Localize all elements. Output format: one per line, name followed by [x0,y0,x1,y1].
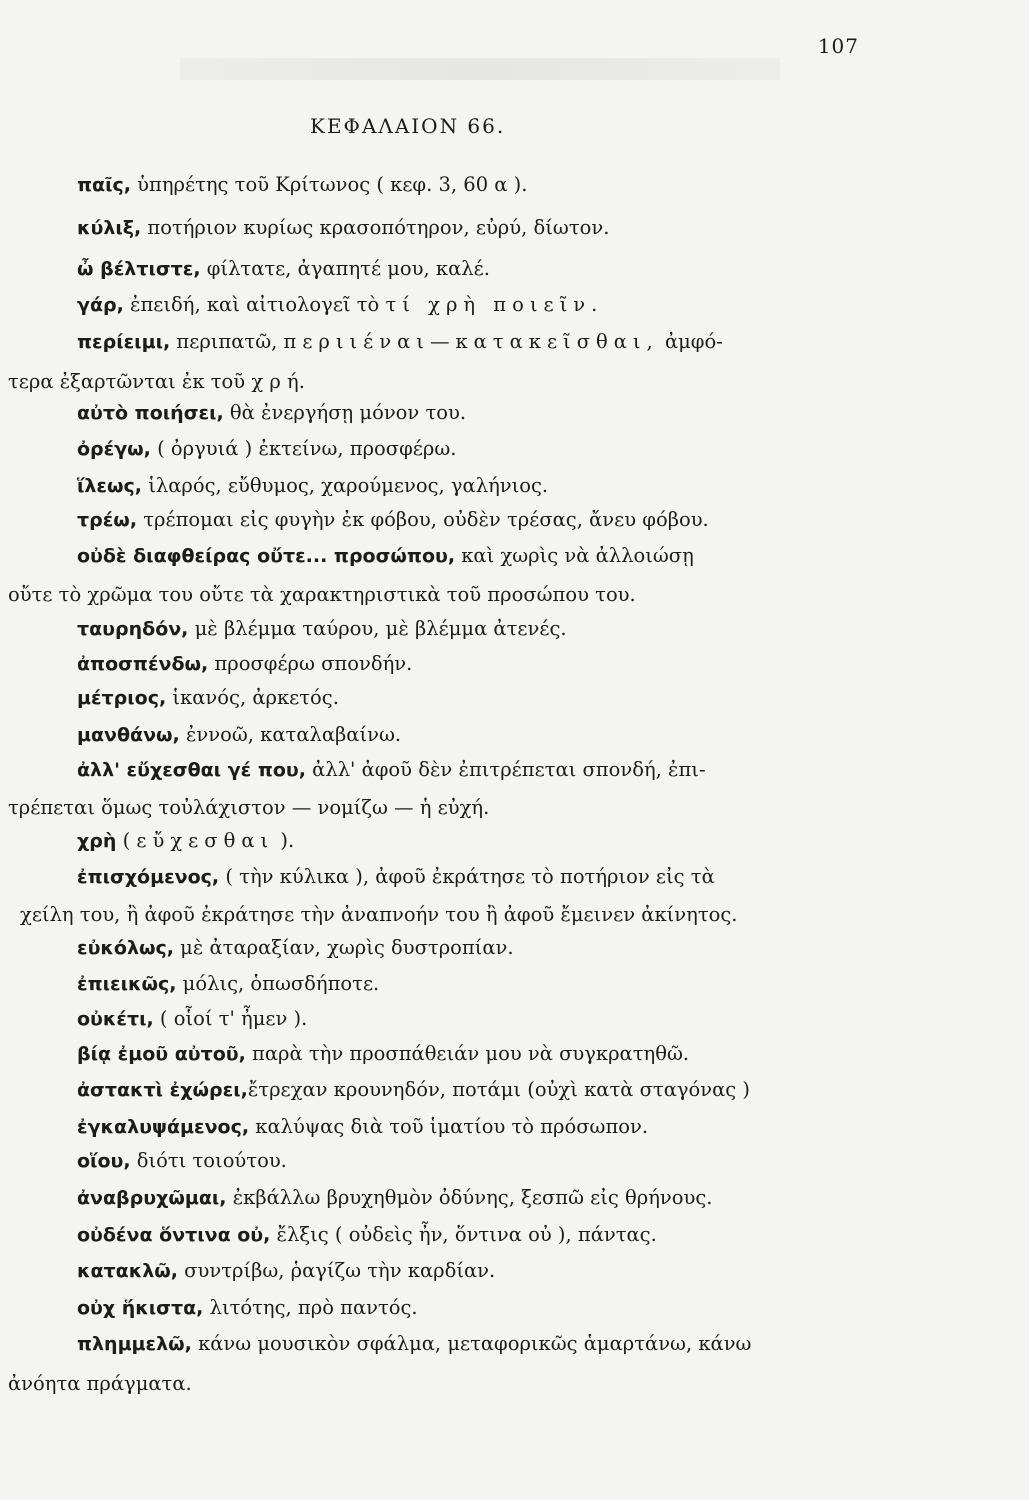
glossary-entry [77,1080,750,1100]
entry-definition: προσφέρω σπονδήν. [208,652,413,675]
entry-definition: ἐκβάλλω βρυχηθμὸν ὀδύνης, ξεσπῶ εἰς θρήνους. [226,1186,713,1209]
entry-headword: οὐδὲ διαφθείρας οὔτε... προσώπου, [77,545,456,567]
entry-definition: ποτήριον κυρίως κρασοπότηρον, εὐρύ, δίωτον. [141,216,610,239]
entry-headword: κύλιξ, [77,217,142,239]
entry-headword: κατακλῶ, [77,1260,178,1282]
glossary-entry [77,1298,418,1318]
entry-definition: λιτότης, πρὸ παντός. [203,1296,418,1319]
glossary-entry [77,831,294,851]
entry-definition: μὲ ἀταραξίαν, χωρὶς δυστροπίαν. [173,936,514,959]
glossary-entry [77,295,603,315]
entry-definition-tail: ἀμφό- [658,330,723,353]
entry-headword: ἵλεως, [77,475,142,497]
entry-continuation [20,903,737,926]
entry-definition: ἱκανός, ἀρκετός. [166,686,339,709]
entry-definition: ( ὀργυιά ) ἐκτείνω, προσφέρω. [150,437,457,460]
glossary-entry [77,1151,287,1171]
entry-headword: τρέω, [77,509,138,531]
entry-definition: ( τὴν κύλικα ), ἀφοῦ ἐκράτησε τὸ ποτήριον εἰς τὰ [219,865,715,888]
entry-headword: μέτριος, [77,687,167,709]
entry-definition: φίλτατε, ἀγαπητέ μου, καλέ. [200,257,490,280]
entry-headword: εὐκόλως, [77,937,174,959]
entry-headword: περίειμι, [77,331,171,353]
entry-headword: ἀλλ' εὔχεσθαι γέ που, [77,759,306,781]
entry-headword: ἀναβρυχῶμαι, [77,1187,227,1209]
entry-headword: ἀποσπένδω, [77,653,209,675]
glossary-entry [77,1044,689,1064]
entry-headword: αὐτὸ ποιήσει, [77,402,224,424]
page-number: 107 [817,34,859,58]
continuation-text: τρέπεται ὅμως τοὐλάχιστον — νομίζω — ἡ εὐχή. [8,796,490,819]
entry-definition: συντρίβω, ῥαγίζω τὴν καρδίαν. [177,1259,496,1282]
glossary-entry [77,1117,648,1137]
show-through-shadow [180,58,780,80]
entry-definition: μόλις, ὁπωσδήποτε. [176,972,380,995]
glossary-entry [77,1334,751,1354]
entry-headword: ἐπισχόμενος, [77,866,220,888]
entry-continuation [8,370,305,393]
entry-headword: οὐχ ἥκιστα, [77,1297,204,1319]
entry-headword: βίᾳ ἐμοῦ αὐτοῦ, [77,1043,246,1065]
entry-headword: ταυρηδόν, [77,618,189,640]
entry-continuation [8,583,636,606]
continuation-text: χείλη του, ἢ ἀφοῦ ἐκράτησε τὴν ἀναπνοήν του ἢ ἀφοῦ ἔμεινεν ἀκίνητος. [20,903,738,926]
entry-headword: γάρ, [77,294,124,316]
entry-definition: ἔτρεχαν κρουνηδόν, ποτάμι (οὐχὶ κατὰ σταγόνας ) [247,1078,751,1101]
entry-definition: διότι τοιούτου. [130,1149,287,1172]
continuation-text: οὔτε τὸ χρῶμα του οὔτε τὰ χαρακτηριστικὰ τοῦ προσώπου του. [8,583,636,606]
glossary-entry [77,546,694,566]
entry-headword: οὐκέτι, [77,1008,154,1030]
entry-headword: ἐπιεικῶς, [77,973,177,995]
entry-definition: ἔλξις ( οὐδεὶς ἦν, ὅντινα οὐ ), πάντας. [270,1223,657,1246]
entry-headword: ἀστακτὶ ἐχώρει, [77,1079,248,1101]
entry-definition: ( οἷοί τ' ἦμεν ). [153,1007,308,1030]
glossary-entry [77,760,706,780]
glossary-entry [77,1009,307,1029]
entry-definition: καλύψας διὰ τοῦ ἱματίου τὸ πρόσωπον. [249,1115,649,1138]
entry-headword: χρὴ [77,830,117,852]
glossary-entry [77,332,723,352]
entry-headword: οὐδένα ὅντινα οὐ, [77,1224,271,1246]
glossary-entry [77,403,466,423]
chapter-title: ΚΕΦΑΛΑΙΟΝ 66. [310,114,506,138]
entry-continuation [8,796,489,819]
entry-definition: τρέπομαι εἰς φυγὴν ἐκ φόβου, οὐδὲν τρέσας, ἄνευ φόβου. [137,508,709,531]
entry-definition: μὲ βλέμμα ταύρου, μὲ βλέμμα ἀτενές. [188,617,567,640]
glossary-entry [77,1225,657,1245]
glossary-entry [77,439,456,459]
glossary-entry [77,688,339,708]
entry-headword: οἵου, [77,1150,131,1172]
glossary-entry [77,175,527,195]
entry-definition: ἐπειδή, καὶ αἰτιολογεῖ τὸ [123,293,386,316]
entry-definition-tail: ). [274,829,295,852]
glossary-entry [77,1188,713,1208]
entry-headword: ὦ βέλτιστε, [77,258,201,280]
glossary-entry [77,725,401,745]
continuation-text: ἀνόητα πράγματα. [8,1372,192,1395]
entry-definition: ἐννοῶ, καταλαβαίνω. [179,723,402,746]
glossary-entry [77,654,412,674]
glossary-entry [77,938,514,958]
entry-definition: καὶ χωρὶς νὰ ἀλλοιώσῃ [455,544,694,567]
continuation-text: τερα ἐξαρτῶνται ἐκ τοῦ χ ρ ή. [8,370,305,393]
glossary-entry [77,974,379,994]
entry-definition: κάνω μουσικὸν σφάλμα, μεταφορικῶς ἁμαρτάνω, κάνω [191,1332,752,1355]
glossary-entry [77,476,548,496]
glossary-entry [77,867,715,887]
entry-spaced-quote: περιιέναι—κατακεῖσθαι, [283,330,659,353]
entry-spaced-quote: τί χρὴ ποιεῖν. [385,293,604,316]
entry-spaced-quote: εὔχεσθαι [136,829,275,852]
glossary-entry [77,1261,495,1281]
entry-definition: θὰ ἐνεργήσῃ μόνον του. [223,401,467,424]
entry-headword: ἐγκαλυψάμενος, [77,1116,250,1138]
entry-definition: περιπατῶ, [170,330,284,353]
entry-definition: παρὰ τὴν προσπάθειάν μου νὰ συγκρατηθῶ. [245,1042,690,1065]
entry-definition: ἀλλ' ἀφοῦ δὲν ἐπιτρέπεται σπονδή, ἐπι- [305,758,706,781]
glossary-entry [77,259,490,279]
entry-headword: πλημμελῶ, [77,1333,192,1355]
entry-headword: ὀρέγω, [77,438,151,460]
entry-continuation [8,1372,192,1395]
glossary-entry [77,510,709,530]
entry-definition: ἱλαρός, εὔθυμος, χαρούμενος, γαλήνιος. [142,474,549,497]
entry-definition: ὑπηρέτης τοῦ Κρίτωνος ( κεφ. 3, 60 α ). [130,173,528,196]
entry-definition: ( [116,829,137,852]
entry-headword: μανθάνω, [77,724,180,746]
glossary-entry [77,619,567,639]
entry-headword: παῖς, [77,174,131,196]
glossary-entry [77,218,609,238]
